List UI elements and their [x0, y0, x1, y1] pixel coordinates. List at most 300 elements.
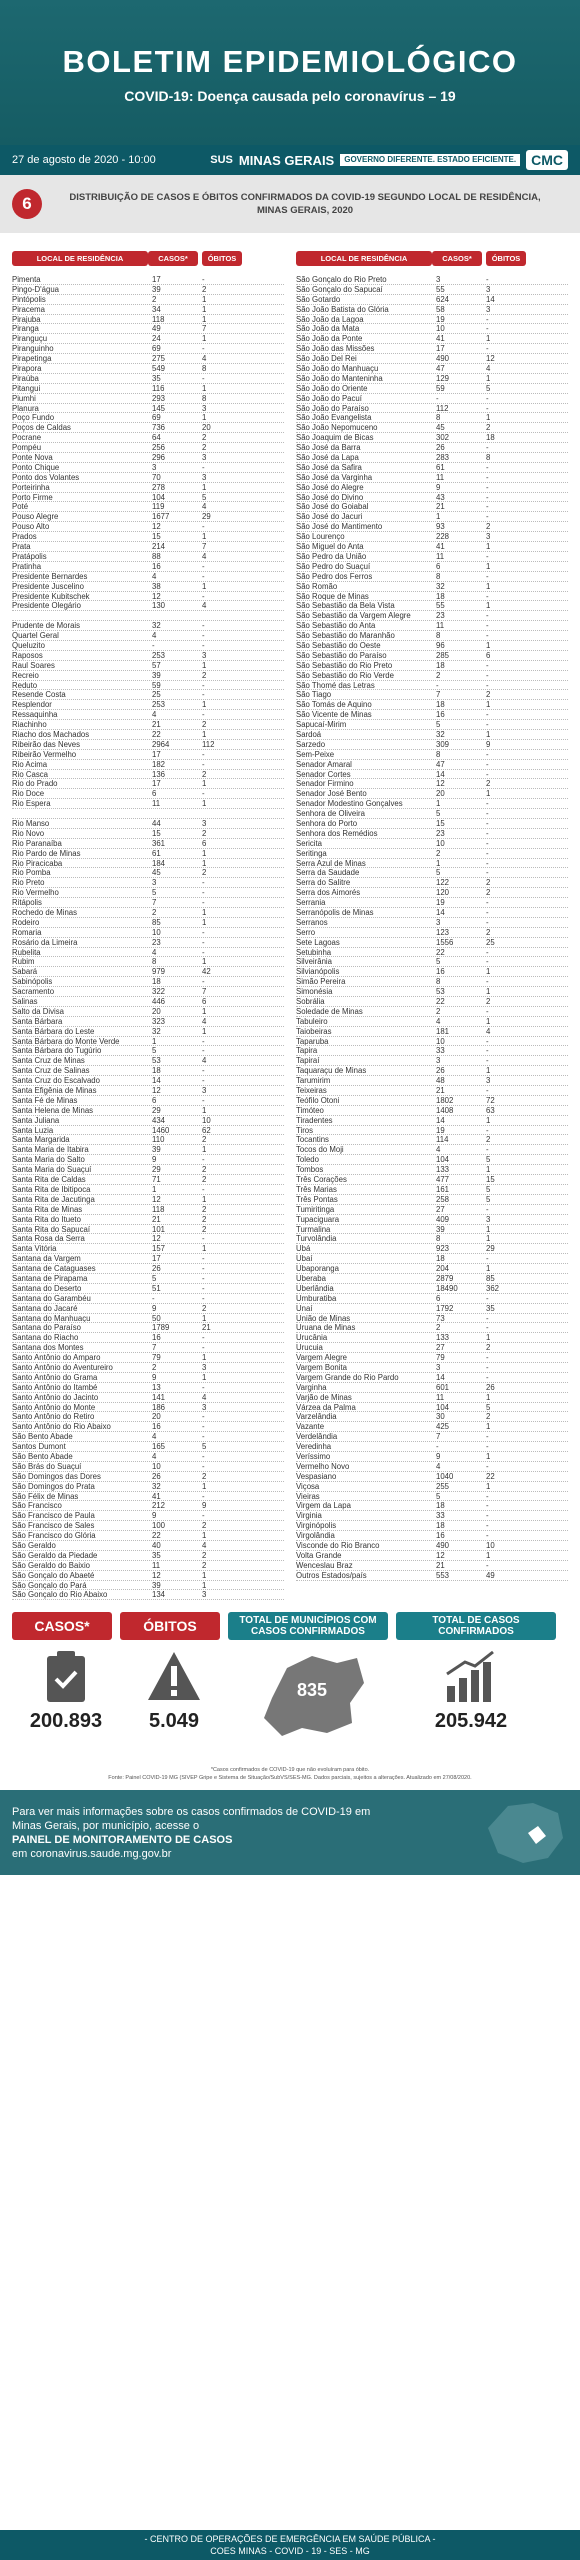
deaths-value: 1 [202, 1313, 207, 1323]
place-name: São Tomás de Aquino [296, 700, 372, 710]
table-row [296, 394, 568, 404]
table-row [296, 1056, 568, 1066]
deaths-value: 1 [202, 304, 207, 314]
deaths-value: 1 [202, 1194, 207, 1204]
cases-value: 361 [152, 838, 166, 848]
deaths-value: - [202, 1076, 205, 1086]
place-name: Ressaquinha [12, 710, 58, 720]
cases-value: 17 [152, 749, 161, 759]
cases-value: 11 [152, 799, 161, 809]
cases-value: 10 [152, 927, 161, 937]
place-name: São Tiago [296, 690, 332, 700]
table-row [296, 1363, 568, 1373]
table-row [296, 404, 568, 414]
cases-value: 35 [152, 1550, 161, 1560]
deaths-value: - [202, 621, 205, 631]
place-name: São José da Safira [296, 462, 362, 472]
place-name: São Domingos das Dores [12, 1471, 101, 1481]
cases-value: 15 [436, 818, 445, 828]
deaths-value: 2 [486, 888, 491, 898]
table-row [12, 1541, 284, 1551]
place-name: São Gotardo [296, 294, 341, 304]
minas-gerais-logo: MINAS GERAIS [238, 152, 335, 168]
place-name: Rubelita [12, 947, 41, 957]
place-name: Toledo [296, 1155, 319, 1165]
header-cases: CASOS* [148, 251, 198, 266]
table-row [296, 1492, 568, 1502]
deaths-value: - [202, 1293, 205, 1303]
cases-value: 44 [152, 818, 161, 828]
place-name: Rio Espera [12, 799, 51, 809]
deaths-value: - [202, 1491, 205, 1501]
deaths-value: 1 [202, 917, 207, 927]
deaths-value: 2 [486, 1135, 491, 1145]
deaths-value: 3 [202, 1402, 207, 1412]
deaths-value: 2 [486, 927, 491, 937]
deaths-value: - [486, 1521, 489, 1531]
deaths-value: - [486, 947, 489, 957]
cases-value: 11 [152, 1560, 161, 1570]
cases-value: 85 [152, 917, 161, 927]
cases-value: 29 [152, 1105, 161, 1115]
place-name: União de Minas [296, 1313, 351, 1323]
place-name: Senhora de Oliveira [296, 809, 365, 818]
place-name: Piranguçu [12, 334, 48, 344]
place-name: Porteirinha [12, 482, 50, 492]
cases-value: 425 [436, 1422, 450, 1432]
place-name: Uberaba [296, 1273, 326, 1283]
cases-value: 26 [152, 1264, 161, 1274]
table-row [12, 928, 284, 938]
table-row [12, 809, 284, 819]
place-name: Ubaí [296, 1254, 313, 1264]
deaths-value: - [202, 631, 205, 641]
deaths-value: 1 [486, 601, 491, 611]
cases-value: 2879 [436, 1273, 454, 1283]
place-name: São Gonçalo do Rio Abaixo [12, 1590, 108, 1600]
place-name: Prados [12, 532, 37, 542]
table-row [296, 1234, 568, 1244]
deaths-value: - [486, 799, 489, 809]
table-row [296, 562, 568, 572]
info-panel-link[interactable]: PAINEL DE MONITORAMENTO DE CASOS [12, 1833, 233, 1846]
cases-value: 477 [436, 1175, 450, 1185]
deaths-value: 4 [202, 1541, 207, 1550]
cases-value: 53 [436, 987, 445, 997]
place-name: Setubinha [296, 947, 332, 957]
place-name: São Sebastião da Vargem Alegre [296, 611, 411, 621]
cases-value: 8 [436, 413, 441, 423]
info-url[interactable]: em coronavirus.saude.mg.gov.br [12, 1847, 172, 1860]
deaths-value: 2 [202, 433, 207, 443]
table-row [296, 700, 568, 710]
deaths-value: 22 [486, 1471, 495, 1481]
place-name: Rio Pomba [12, 868, 51, 878]
deaths-value: 85 [486, 1273, 495, 1283]
place-name: Recreio [12, 670, 39, 680]
deaths-value: - [486, 858, 489, 868]
table-row [296, 1482, 568, 1492]
deaths-value: 42 [202, 967, 211, 977]
deaths-value: - [486, 1046, 489, 1056]
place-name: São Bento Abade [12, 1451, 73, 1461]
deaths-value: 10 [202, 1115, 211, 1125]
cases-value: 104 [152, 492, 166, 502]
deaths-value: 112 [202, 739, 215, 749]
cases-value: 14 [436, 908, 445, 917]
cases-value: 41 [436, 542, 445, 552]
cases-value: 490 [436, 1541, 450, 1550]
cases-value: 26 [436, 1066, 445, 1076]
deaths-value: 3 [202, 403, 207, 413]
cases-value: 283 [436, 453, 450, 463]
place-name: Prudente de Morais [12, 621, 81, 631]
cases-value: 7 [152, 898, 157, 908]
table-row [12, 859, 284, 869]
table-row [12, 334, 284, 344]
deaths-value: - [486, 1204, 489, 1214]
cases-value: 15 [152, 828, 161, 838]
cases-value: 22 [152, 729, 161, 739]
info-line-2: Minas Gerais, por município, acesse o [12, 1819, 200, 1832]
place-name: Santa Rita de Minas [12, 1204, 83, 1214]
cases-value: 53 [152, 1056, 161, 1066]
deaths-value: 3 [202, 650, 207, 660]
minas-subtitle: GOVERNO DIFERENTE. ESTADO EFICIENTE. [340, 154, 520, 166]
place-name: Três Corações [296, 1175, 347, 1184]
summary-icons [0, 1648, 580, 1760]
table-row [296, 710, 568, 720]
table-row [12, 1314, 284, 1324]
cases-value: 34 [152, 304, 161, 314]
table-row [296, 690, 568, 700]
deaths-value: 1 [486, 334, 491, 344]
table-row [296, 1076, 568, 1086]
cases-value: 39 [152, 1145, 161, 1155]
deaths-value: - [486, 670, 489, 680]
summary-bar [0, 1612, 580, 1640]
deaths-value: 62 [202, 1125, 211, 1135]
deaths-value: 2 [486, 423, 491, 433]
table-row [12, 1155, 284, 1165]
deaths-value: - [486, 275, 489, 284]
place-name: Santa Rita de Jacutinga [12, 1194, 95, 1204]
place-name: São Félix de Minas [12, 1491, 79, 1501]
table-row [296, 760, 568, 770]
cases-value: 5 [436, 720, 441, 730]
table-row [12, 354, 284, 364]
cases-value: 22 [436, 997, 445, 1007]
cases-value: 8 [436, 631, 441, 641]
cases-value: 5 [436, 1491, 441, 1501]
deaths-value: - [486, 720, 489, 730]
cases-value: 118 [152, 1204, 165, 1214]
deaths-value: - [486, 1461, 489, 1471]
cases-value: 4 [152, 947, 157, 957]
cases-value: 20 [152, 1412, 161, 1422]
place-name: Ribeirão das Neves [12, 739, 81, 749]
deaths-value: 1 [486, 987, 491, 997]
place-name: Serra da Saudade [296, 868, 360, 878]
deaths-value: 14 [486, 294, 495, 304]
cases-value: 130 [152, 601, 166, 611]
cases-value: 5 [436, 957, 441, 967]
cases-value: 8 [436, 571, 441, 581]
place-name: Volta Grande [296, 1550, 342, 1560]
deaths-value: - [202, 462, 205, 472]
place-name: São Geraldo [12, 1541, 56, 1550]
cases-value: 101 [152, 1224, 166, 1234]
cases-value: 10 [436, 1036, 445, 1046]
table-row [12, 967, 284, 977]
table-row [12, 1333, 284, 1343]
place-name: Santa Luzia [12, 1125, 54, 1135]
deaths-value: 2 [202, 1550, 207, 1560]
deaths-value: - [202, 947, 205, 957]
deaths-value: 3 [202, 818, 207, 828]
cases-value: 6 [152, 789, 157, 799]
table-row [12, 463, 284, 473]
deaths-value: - [202, 898, 205, 908]
cases-value: 2 [436, 848, 441, 858]
cases-value: 4 [436, 1461, 441, 1471]
table-row [12, 493, 284, 503]
deaths-value: 1 [486, 373, 491, 383]
footer-line-1: - CENTRO DE OPERAÇÕES DE EMERGÊNCIA EM SAÚDE PÚBLICA - [144, 2534, 436, 2544]
table-row [12, 295, 284, 305]
place-name: Taquaraçu de Minas [296, 1066, 367, 1076]
place-name: Rubim [12, 957, 35, 967]
place-name: Varjão de Minas [296, 1392, 352, 1402]
deaths-value: 3 [486, 284, 491, 294]
deaths-value: 1 [202, 799, 207, 809]
cases-label: CASOS* [12, 1612, 112, 1640]
place-name: Reduto [12, 680, 38, 690]
cases-value [152, 611, 202, 620]
cases-value: 322 [152, 987, 166, 997]
table-row [296, 779, 568, 789]
deaths-value: 8 [202, 393, 207, 403]
table-row [12, 453, 284, 463]
deaths-value: 1 [202, 294, 207, 304]
table-row [296, 849, 568, 859]
table-row [12, 532, 284, 542]
deaths-value: 7 [202, 542, 207, 552]
cases-value: 212 [152, 1501, 166, 1511]
cases-value: 253 [152, 650, 166, 660]
cases-value: 96 [436, 640, 445, 650]
table-row [296, 1323, 568, 1333]
deaths-value: - [202, 927, 205, 937]
table-row [12, 1412, 284, 1422]
deaths-value: 1 [202, 314, 207, 324]
cases-value: 23 [436, 611, 445, 621]
table-row [12, 799, 284, 809]
place-name: Virginia [296, 1511, 322, 1521]
deaths-value: - [202, 1155, 205, 1165]
deaths-value: 2 [202, 1521, 207, 1531]
table-row [296, 977, 568, 987]
place-name: Rosário da Limeira [12, 937, 78, 947]
cases-value: 184 [152, 858, 166, 868]
deaths-value: 1 [202, 1244, 207, 1254]
deaths-value: - [202, 640, 205, 650]
place-name: São Brás do Suaçuí [12, 1461, 82, 1471]
cases-value: 19 [436, 898, 445, 908]
cases-value: 624 [436, 294, 450, 304]
table-row [12, 868, 284, 878]
cases-value: 11 [436, 472, 445, 482]
cases-value: 182 [152, 759, 166, 769]
confirmed-label: TOTAL DE CASOS CONFIRMADOS [396, 1612, 556, 1640]
cases-value: 57 [152, 660, 161, 670]
cases-value: 3 [436, 275, 441, 284]
place-name: Santana do Riacho [12, 1333, 79, 1343]
table-row [296, 789, 568, 799]
deaths-value: - [486, 1323, 489, 1333]
place-name: Visconde do Rio Branco [296, 1541, 380, 1550]
cases-value: 293 [152, 393, 166, 403]
cases-value: 16 [152, 1333, 161, 1343]
table-row [12, 1244, 284, 1254]
place-name: São João da Lagoa [296, 314, 364, 324]
place-name: Santo Antônio do Jacinto [12, 1392, 99, 1402]
deaths-value: - [486, 591, 489, 601]
section-title-bar [0, 175, 580, 233]
cases-value: 256 [152, 443, 166, 453]
deaths-value: - [486, 1531, 489, 1541]
deaths-label: ÓBITOS [120, 1612, 220, 1640]
header-deaths: ÓBITOS [202, 251, 242, 266]
bar-chart-up-icon [443, 1648, 499, 1704]
place-name: Rio Vermelho [12, 888, 59, 898]
cases-value: 22 [152, 1531, 161, 1541]
cases-value: 553 [436, 1570, 450, 1580]
table-row [12, 374, 284, 384]
table-row [12, 888, 284, 898]
cases-value: 302 [436, 433, 450, 443]
cases-value: 285 [436, 650, 450, 660]
table-row [296, 1284, 568, 1294]
table-row [296, 522, 568, 532]
deaths-value: 2 [486, 1343, 491, 1353]
cases-value: 39 [436, 1224, 445, 1234]
place-name [12, 611, 152, 620]
cases-value: 15 [152, 532, 161, 542]
cases-value: 47 [436, 759, 445, 769]
cases-value: 923 [436, 1244, 450, 1254]
deaths-value: - [202, 1184, 205, 1194]
table-row [296, 572, 568, 582]
deaths-value: - [486, 324, 489, 334]
place-name: Vermelho Novo [296, 1461, 350, 1471]
place-name: Vazante [296, 1422, 325, 1432]
table-row [12, 502, 284, 512]
deaths-value: - [486, 710, 489, 720]
place-name: São Gonçalo do Abaeté [12, 1570, 95, 1580]
table-row [12, 1225, 284, 1235]
table-row [12, 661, 284, 671]
place-name: Santa Margarida [12, 1135, 70, 1145]
deaths-value: 1 [486, 581, 491, 591]
cases-block [12, 1648, 120, 1733]
deaths-value: 15 [486, 1175, 495, 1185]
table-row [296, 1046, 568, 1056]
table-row [296, 799, 568, 809]
deaths-value: 7 [202, 987, 207, 997]
table-row [12, 413, 284, 423]
place-name: Serra do Salitre [296, 878, 351, 888]
deaths-value: - [202, 1234, 205, 1244]
table-row [296, 957, 568, 967]
place-name: Senador José Bento [296, 789, 367, 799]
table-row [296, 502, 568, 512]
deaths-value: - [202, 1343, 205, 1353]
cases-value: 32 [436, 581, 445, 591]
cases-value: 58 [436, 304, 445, 314]
cases-value: 112 [436, 403, 449, 413]
place-name: Serranos [296, 917, 328, 927]
cases-value: 12 [152, 1234, 161, 1244]
place-name: Salinas [12, 997, 38, 1006]
table-row [12, 690, 284, 700]
place-name: Piumhi [12, 393, 36, 403]
cases-value: 27 [436, 1204, 445, 1214]
place-name: São Sebastião do Maranhão [296, 631, 395, 640]
cases-value: 3 [152, 878, 157, 888]
place-name: Unaí [296, 1303, 313, 1313]
deaths-value: - [202, 749, 205, 759]
table-row [12, 1304, 284, 1314]
deaths-value: - [202, 1461, 205, 1471]
deaths-value: - [202, 1066, 205, 1076]
place-name: Santa Cruz de Salinas [12, 1066, 90, 1076]
table-row [296, 443, 568, 453]
cases-value: 9 [436, 482, 441, 492]
table-row [12, 1432, 284, 1442]
cases-value: 32 [436, 729, 445, 739]
table-row [12, 1521, 284, 1531]
cases-value: 1040 [436, 1471, 454, 1481]
deaths-value: - [486, 344, 489, 354]
place-name: São Bento Abade [12, 1432, 73, 1442]
deaths-value: 21 [202, 1323, 211, 1333]
place-name: Verdelândia [296, 1432, 338, 1442]
table-row [296, 750, 568, 760]
place-name: São Pedro da União [296, 551, 367, 561]
place-name: Santa Rita do Sapucaí [12, 1224, 91, 1234]
place-name: Turvolândia [296, 1234, 337, 1244]
place-name: Tumiritinga [296, 1204, 335, 1214]
sus-logo: SUS [210, 154, 233, 166]
table-row [12, 977, 284, 987]
cases-value: 123 [436, 927, 450, 937]
table-row [296, 1432, 568, 1442]
table-row [296, 354, 568, 364]
cases-value: 32 [152, 621, 161, 631]
deaths-value: - [202, 888, 205, 898]
cases-value: 100 [152, 1521, 166, 1531]
table-row [296, 809, 568, 819]
cases-value: 20 [436, 789, 445, 799]
cases-value: 55 [436, 284, 445, 294]
place-name: Pitangui [12, 383, 41, 393]
table-row [296, 631, 568, 641]
deaths-value: - [202, 690, 205, 700]
table-row [12, 1561, 284, 1571]
table-row [12, 987, 284, 997]
deaths-value: 1 [486, 1550, 491, 1560]
